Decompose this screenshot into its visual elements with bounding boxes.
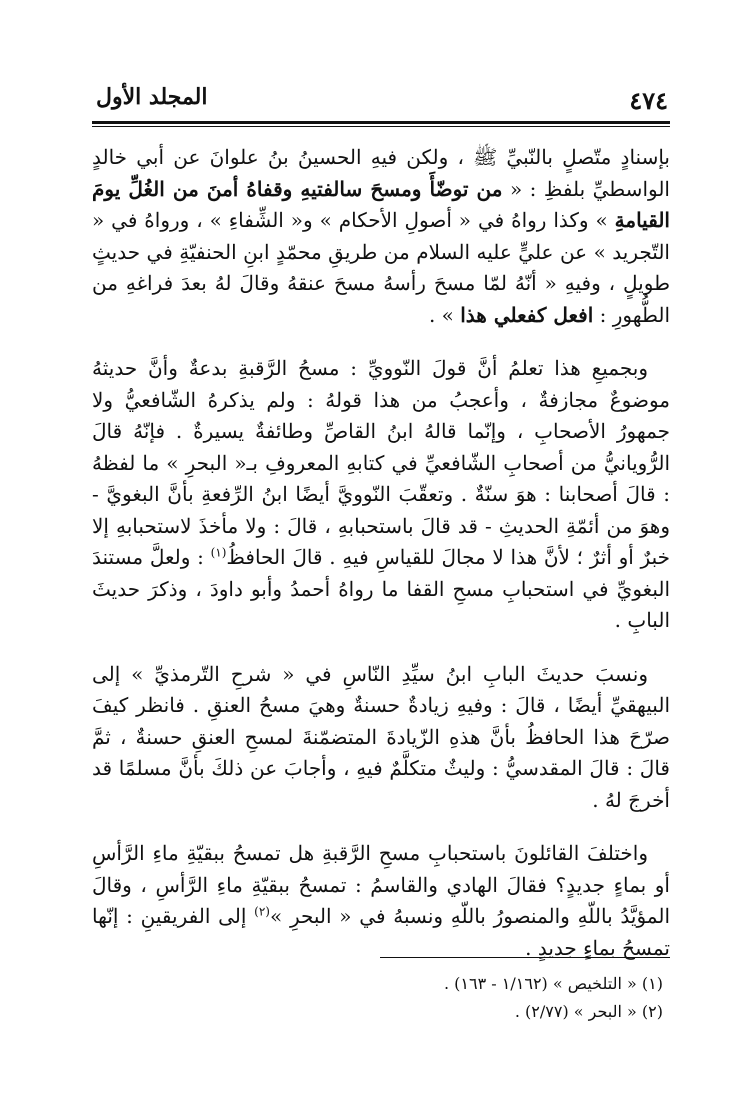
paragraph-3-text: ونسبَ حديثَ البابِ ابنُ سيِّدِ النّاسِ في « شرحِ التّرمذيِّ » إلى البيهقيِّ أيضًا ، قالَ : وفيهِ زيادةٌ حسنةٌ وهيَ مسحُ العنقِ . فانظر كيفَ صرّحَ هذا الحافظُ بأنَّ هذهِ الزّيادةَ المتضمّنةَ لمسحِ العنقِ حسنةٌ ، ثمَّ قالَ : قالَ المقدسيُّ : وليثٌ متكلَّمٌ فيهِ ، وأجابَ عن ذلكَ بأنَّ مسلمًا قد أخرجَ لهُ . [92, 661, 670, 812]
volume-title: المجلد الأول [96, 84, 208, 110]
header-rule-thin [92, 126, 670, 127]
paragraph-1-text-b: » وكذا رواهُ في « أصولِ الأحكام » و« الشِّفاءِ » ، ورواهُ في « التّجريد » عن عليٍّ عليه السلام من طريقِ محمّدٍ ابنِ الحنفيّةِ في حديثٍ طويلٍ ، وفيهِ « أنّهُ لمّا مسحَ رأسهُ مسحَ عنقهُ وقالَ لهُ بعدَ فراغهِ من الطُّهورِ : [92, 208, 670, 327]
paragraph-4-text-b: إلى الفريقينِ : إنّها تمسحُ بماءٍ جديدٍ . [92, 904, 670, 960]
paragraph-4 [92, 838, 670, 964]
hadith-quote-2: افعل كفعلي هذا [460, 302, 594, 327]
footnote-2: (٢) « البحر » (٢/٧٧) . [514, 1002, 663, 1021]
page-number: ٤٧٤ [629, 86, 668, 115]
paragraph-2-text-a: وبجميعِ هذا تعلمُ أنَّ قولَ النّوويِّ : مسحُ الرَّقبةِ بدعةٌ وأنَّ حديثهُ موضوعٌ مجازفةٌ ، وأعجبُ من هذا قولهُ : ولم يذكرهُ الشّافعيُّ ولا جمهورُ الأصحابِ ، وإنّما قالهُ ابنُ القاصِّ وطائفةٌ يسيرةٌ . فإنّهُ قالَ الرُّويانيُّ من أصحابِ الشّافعيِّ في كتابهِ المعروفِ بـ« البحرِ » ما لفظهُ : قالَ أصحابنا : هوَ سنّةٌ . وتعقّبَ النّوويَّ أيضًا ابنُ الرِّفعةِ بأنَّ البغويَّ - وهوَ من أئمّةِ الحديثِ - قد قالَ باستحبابهِ ، قالَ : ولا مأخذَ لاستحبابهِ إلا خبرٌ أو أثرٌ ؛ لأنَّ هذا لا مجالَ للقياسِ فيهِ . قالَ الحافظُ [92, 356, 670, 569]
page-header [96, 84, 668, 118]
hadith-quote-1: من توضّأَ ومسحَ سالفتيهِ وقفاهُ أمنَ من الغُلِّ يومَ القيامةِ [92, 176, 670, 232]
paragraph-2 [92, 353, 670, 637]
paragraph-3 [92, 659, 670, 817]
footnote-ref-2[interactable]: (٢) [254, 904, 270, 919]
footnote-separator [380, 957, 670, 958]
footnote-1: (١) « التلخيص » (١/١٦٢ - ١٦٣) . [444, 974, 663, 993]
paragraph-4-text-a: واختلفَ القائلونَ باستحبابِ مسحِ الرَّقبةِ هل تمسحُ ببقيّةِ ماءِ الرَّأسِ أو بماءٍ جديدٍ؟ فقالَ الهادي والقاسمُ : تمسحُ ببقيّةِ ماءِ الرَّأسِ ، وقالَ المؤيَّدُ باللّهِ والمنصورُ باللّهِ ونسبهُ في « البحرِ » [92, 841, 671, 928]
paragraph-2-text-b: : ولعلَّ مستندَ البغويِّ في استحبابِ مسحِ القفا ما رواهُ أحمدُ وأبو داودَ ، وذكرَ حديثَ البابِ . [92, 545, 670, 632]
main-text [92, 142, 670, 986]
footnotes [92, 970, 663, 1026]
header-rule [92, 121, 670, 124]
paragraph-1-text-c: » . [428, 302, 461, 327]
footnote-ref-1[interactable]: (١) [210, 545, 227, 560]
paragraph-1-text-a: بإسنادٍ متّصلٍ بالنّبيِّ ﷺ ، ولكن فيهِ الحسينُ بنُ علوانَ عن أبي خالدٍ الواسطيِّ بلفظِ : « [92, 145, 670, 201]
paragraph-1 [92, 142, 670, 331]
